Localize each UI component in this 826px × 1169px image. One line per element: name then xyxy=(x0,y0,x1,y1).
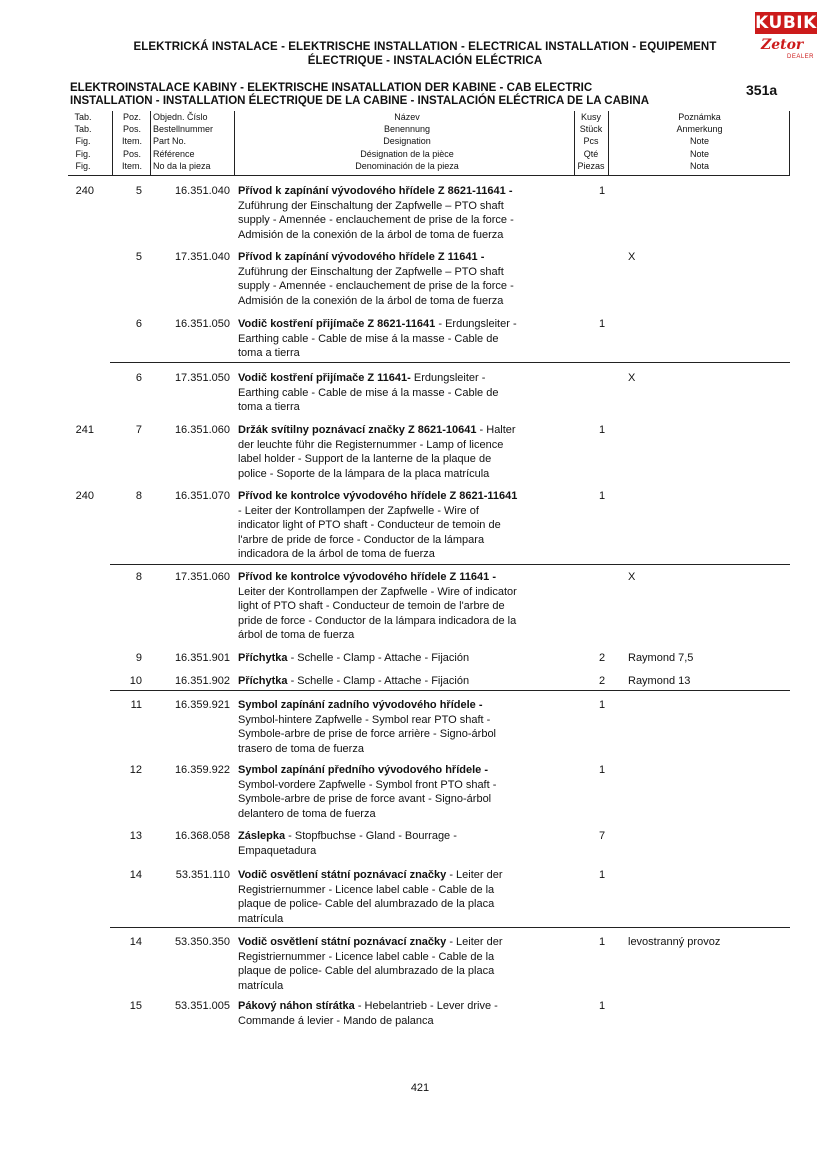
row-designation-line: der leuchte führ die Registernummer - Lamp of licence xyxy=(238,438,504,451)
row-name-bold: Vodič kostření přijímače Z 11641- xyxy=(238,372,411,384)
row-quantity: 1 xyxy=(598,1000,606,1012)
column-part-no xyxy=(151,111,239,175)
column-part-label: Référence xyxy=(153,148,195,159)
row-position: 9 xyxy=(135,652,142,664)
column-tab-label: Fig. xyxy=(75,148,91,159)
row-designation-first-line xyxy=(238,698,568,713)
row-name-bold: Přívod k zapínání vývodového hřídele Z 11641 - xyxy=(238,251,485,263)
row-quantity: 1 xyxy=(598,424,606,436)
row-name-bold: Přívod ke kontrolce vývodového hřídele Z 11641 - xyxy=(238,571,496,583)
row-designation-line: Earthing cable - Cable de mise á la masse - Cable de xyxy=(238,386,499,399)
row-part-number: 16.351.040 xyxy=(174,185,230,197)
document-header-title xyxy=(90,40,760,68)
row-designation-line: Registriernummer - Licence label cable - Cable de la xyxy=(238,883,495,896)
row-position: 7 xyxy=(135,424,142,436)
row-position: 5 xyxy=(135,251,142,263)
row-name-bold: Pákový náhon stírátka xyxy=(238,1000,355,1012)
row-designation-line: supply - Amennée - enclauchement de prise de la force - xyxy=(238,280,514,292)
row-quantity: 7 xyxy=(598,830,606,842)
row-tab: 240 xyxy=(75,490,94,502)
row-designation-line: label holder - Support de la lanterne de la plaque de xyxy=(238,453,492,465)
column-qty-label: Qté xyxy=(583,148,599,159)
row-name-bold: Příchytka xyxy=(238,652,288,664)
row-designation-first-line xyxy=(238,371,568,386)
row-designation-line: l'arbre de pride de force - Conductor de la lámpara xyxy=(238,533,485,546)
column-divider xyxy=(789,111,790,175)
row-designation-line: matrícula xyxy=(238,979,284,992)
row-separator xyxy=(110,362,790,363)
row-quantity: 1 xyxy=(598,869,606,881)
row-designation-line: Symbole-arbre de prise de force avant - Signo-árbol xyxy=(238,793,492,805)
row-name-bold: Držák svítilny poznávací značky Z 8621-10641 xyxy=(238,424,477,436)
row-designation xyxy=(238,489,568,562)
row-part-number: 53.350.350 xyxy=(174,936,230,948)
row-designation xyxy=(238,763,568,821)
row-name-tail: - Hebelantrieb - Lever drive - xyxy=(354,1000,498,1012)
row-note: X xyxy=(628,251,636,263)
row-designation-first-line xyxy=(238,935,568,950)
row-designation-line: Zuführung der Einschaltung der Zapfwelle – PTO shaft xyxy=(238,199,504,212)
row-quantity: 1 xyxy=(598,764,606,776)
row-designation-first-line xyxy=(238,250,568,265)
row-name-bold: Symbol zapínání zadního vývodového hřídele - xyxy=(238,699,483,711)
row-position: 10 xyxy=(129,675,142,687)
column-designation-label: Benennung xyxy=(383,124,431,135)
row-quantity: 2 xyxy=(598,675,606,687)
row-part-number: 16.351.901 xyxy=(174,652,230,664)
section-title-line-2: INSTALLATION - INSTALLATION ÉLECTRIQUE DE LA CABINE - INSTALACIÓN ELÉCTRICA DE LA CABINA xyxy=(70,95,650,107)
row-designation-first-line xyxy=(238,651,568,666)
row-designation xyxy=(238,184,568,242)
column-tab xyxy=(68,111,98,175)
dealer-logo xyxy=(755,12,817,64)
row-designation-line: plaque de police- Cable del alumbrazado de la placa xyxy=(238,898,495,910)
row-designation-first-line xyxy=(238,184,568,199)
column-note-label: Note xyxy=(689,136,709,147)
row-designation-line: Admisión de la conexión de la árbol de toma de fuerza xyxy=(238,294,504,307)
row-position: 14 xyxy=(129,936,142,948)
row-part-number: 16.368.058 xyxy=(174,830,230,842)
column-poz xyxy=(114,111,150,175)
row-position: 6 xyxy=(135,318,142,330)
row-designation-line: - Leiter der Kontrollampen der Zapfwelle - Wire of xyxy=(238,504,479,517)
row-designation-first-line xyxy=(238,317,568,332)
row-designation xyxy=(238,250,568,308)
column-designation-label: Denominación de la pieza xyxy=(355,160,459,171)
row-designation xyxy=(238,651,568,666)
row-designation-line: indicator light of PTO shaft - Conducteur de temoin de xyxy=(238,519,501,531)
column-designation-label: Designation xyxy=(383,136,431,147)
row-designation-line: plaque de police- Cable del alumbrazado de la placa xyxy=(238,965,495,977)
column-note-label: Note xyxy=(689,148,709,159)
column-poz-label: Pos. xyxy=(122,124,141,135)
row-separator xyxy=(110,564,790,565)
row-designation xyxy=(238,868,568,926)
column-poz-label: Item. xyxy=(121,136,142,147)
column-qty-label: Piezas xyxy=(577,160,605,171)
row-name-bold: Přívod k zapínání vývodového hřídele Z 8621-11641 - xyxy=(238,185,513,197)
row-designation xyxy=(238,371,568,415)
row-designation-line: Commande á levier - Mando de palanca xyxy=(238,1014,434,1027)
row-designation-line: Symbole-arbre de prise de force arrière - Signo-árbol xyxy=(238,728,497,740)
row-name-bold: Vodič kostření přijímače Z 8621-11641 xyxy=(238,318,436,330)
column-designation-label: Název xyxy=(394,112,420,122)
row-designation xyxy=(238,935,568,993)
row-note: X xyxy=(628,571,636,583)
column-tab-label: Tab. xyxy=(74,124,92,135)
row-designation-line: matrícula xyxy=(238,912,284,925)
row-part-number: 53.351.110 xyxy=(175,869,230,881)
column-poz-label: Poz. xyxy=(122,112,141,122)
row-name-tail: - Leiter der xyxy=(446,936,503,948)
row-designation-line: Symbol-hintere Zapfwelle - Symbol rear PTO shaft - xyxy=(238,713,491,726)
column-tab-label: Tab. xyxy=(74,112,92,122)
row-designation-first-line xyxy=(238,829,568,844)
row-designation-line: árbol de toma de fuerza xyxy=(238,629,355,641)
logo-dealer: DEALER xyxy=(787,54,815,60)
row-quantity: 2 xyxy=(598,652,606,664)
column-part-label: Bestellnummer xyxy=(153,124,214,135)
row-part-number: 16.351.070 xyxy=(174,490,230,502)
column-qty-label: Kusy xyxy=(580,112,601,122)
row-designation-first-line xyxy=(238,570,568,585)
row-position: 12 xyxy=(129,764,142,776)
column-header xyxy=(68,111,790,175)
row-designation-line: pride de force - Conductor de la lámpara indicadora de la xyxy=(238,614,517,627)
row-note: Raymond 13 xyxy=(628,675,691,687)
row-note: X xyxy=(628,372,636,384)
column-poz-label: Item. xyxy=(121,160,142,171)
row-part-number: 17.351.050 xyxy=(174,372,230,384)
column-part-label: Objedn. Číslo xyxy=(153,112,208,122)
row-name-bold: Příchytka xyxy=(238,675,288,687)
row-quantity: 1 xyxy=(598,318,606,330)
row-quantity: 1 xyxy=(598,936,606,948)
column-note-label: Nota xyxy=(689,160,709,171)
column-header-rule xyxy=(68,175,790,176)
column-qty-label: Stück xyxy=(579,124,603,135)
row-position: 11 xyxy=(130,699,142,711)
row-designation-first-line xyxy=(238,999,568,1014)
section-title xyxy=(70,82,740,108)
row-note: levostranný provoz xyxy=(628,936,721,948)
row-name-bold: Přívod ke kontrolce vývodového hřídele Z 8621-11641 xyxy=(238,490,518,502)
header-title-line-2: ÉLECTRIQUE - INSTALACIÓN ELÉCTRICA xyxy=(307,55,543,67)
row-designation xyxy=(238,674,568,689)
row-name-bold: Vodič osvětlení státní poznávací značky xyxy=(238,936,447,948)
row-designation-line: supply - Amennée - enclauchement de prise de la force - xyxy=(238,214,514,226)
row-designation xyxy=(238,999,568,1028)
column-qty-label: Pcs xyxy=(583,136,599,147)
column-note-label: Poznámka xyxy=(678,112,721,122)
row-part-number: 17.351.040 xyxy=(174,251,230,263)
row-position: 14 xyxy=(129,869,142,881)
row-designation-line: toma a tierra xyxy=(238,347,300,359)
row-part-number: 16.351.050 xyxy=(174,318,230,330)
row-position: 13 xyxy=(129,830,142,842)
row-designation-line: Symbol-vordere Zapfwelle - Symbol front PTO shaft - xyxy=(238,778,497,791)
row-designation-first-line xyxy=(238,763,568,778)
row-designation-line: police - Soporte de la lámpara de la placa matrícula xyxy=(238,467,490,480)
row-designation-first-line xyxy=(238,489,568,504)
row-designation-first-line xyxy=(238,868,568,883)
row-quantity: 1 xyxy=(598,490,606,502)
row-position: 6 xyxy=(135,372,142,384)
column-divider xyxy=(112,111,113,175)
row-name-bold: Záslepka xyxy=(238,830,286,842)
row-name-tail: - Schelle - Clamp - Attache - Fijación xyxy=(287,652,470,664)
logo-kubik: KUBIK xyxy=(755,13,817,33)
row-designation-line: toma a tierra xyxy=(238,401,300,413)
row-designation xyxy=(238,423,568,481)
column-part-label: No da la pieza xyxy=(153,160,211,171)
row-part-number: 16.351.060 xyxy=(174,424,230,436)
column-tab-label: Fig. xyxy=(75,136,91,147)
row-quantity: 1 xyxy=(598,185,606,197)
row-name-tail: - Schelle - Clamp - Attache - Fijación xyxy=(287,675,470,687)
row-name-tail: - Stopfbuchse - Gland - Bourrage - xyxy=(285,830,457,842)
row-designation-line: light of PTO shaft - Conducteur de temoin de l'arbre de xyxy=(238,600,505,612)
row-position: 15 xyxy=(129,1000,142,1012)
column-part-label: Part No. xyxy=(153,136,187,147)
row-name-bold: Vodič osvětlení státní poznávací značky xyxy=(238,869,447,881)
column-poz-label: Pos. xyxy=(122,148,141,159)
row-position: 5 xyxy=(135,185,142,197)
header-title-line-1: ELEKTRICKÁ INSTALACE - ELEKTRISCHE INSTALLATION - ELECTRICAL INSTALLATION - EQUIPEMENT xyxy=(133,41,717,53)
row-designation-line: delantero de toma de fuerza xyxy=(238,807,376,820)
row-designation xyxy=(238,570,568,643)
row-name-tail: - Leiter der xyxy=(446,869,503,881)
row-designation xyxy=(238,829,568,858)
row-part-number: 16.359.921 xyxy=(174,699,230,711)
row-designation xyxy=(238,698,568,756)
row-designation-first-line xyxy=(238,423,568,438)
row-part-number: 17.351.060 xyxy=(174,571,230,583)
row-designation-line: indicadora de la árbol de toma de fuerza xyxy=(238,548,435,560)
row-name-tail: Erdungsleiter - xyxy=(410,372,486,384)
column-qty xyxy=(575,111,607,175)
row-designation-line: Empaquetadura xyxy=(238,844,317,857)
column-note xyxy=(609,111,790,175)
row-name-tail: - Erdungsleiter - xyxy=(435,318,517,330)
row-designation-line: Zuführung der Einschaltung der Zapfwelle – PTO shaft xyxy=(238,265,504,278)
row-part-number: 53.351.005 xyxy=(174,1000,230,1012)
section-title-line-1: ELEKTROINSTALACE KABINY - ELEKTRISCHE INSATALLATION DER KABINE - CAB ELECTRIC xyxy=(70,82,593,94)
row-designation-line: trasero de toma de fuerza xyxy=(238,742,364,755)
row-designation-line: Earthing cable - Cable de mise á la masse - Cable de xyxy=(238,332,499,345)
column-designation-label: Désignation de la pièce xyxy=(360,148,454,159)
row-note: Raymond 7,5 xyxy=(628,652,694,664)
row-designation-line: Leiter der Kontrollampen der Zapfwelle - Wire of indicator xyxy=(238,585,517,598)
row-name-bold: Symbol zapínání předního vývodového hřídele - xyxy=(238,764,488,776)
row-position: 8 xyxy=(135,571,142,583)
row-tab: 240 xyxy=(75,185,94,197)
row-designation xyxy=(238,317,568,361)
row-position: 8 xyxy=(135,490,142,502)
row-designation-first-line xyxy=(238,674,568,689)
column-note-label: Anmerkung xyxy=(676,124,723,135)
row-tab: 241 xyxy=(75,424,94,436)
row-part-number: 16.351.902 xyxy=(174,675,230,687)
row-name-tail: - Halter xyxy=(476,424,516,436)
row-separator xyxy=(110,690,790,691)
logo-zetor: Zetor xyxy=(761,37,804,53)
section-code: 351a xyxy=(746,82,778,98)
page-number: 421 xyxy=(410,1082,430,1094)
row-quantity: 1 xyxy=(598,699,606,711)
column-tab-label: Fig. xyxy=(75,160,91,171)
row-designation-line: Registriernummer - Licence label cable - Cable de la xyxy=(238,950,495,963)
column-designation xyxy=(234,111,580,175)
row-designation-line: Admisión de la conexión de la árbol de toma de fuerza xyxy=(238,228,504,241)
row-part-number: 16.359.922 xyxy=(174,764,230,776)
row-separator xyxy=(110,927,790,928)
